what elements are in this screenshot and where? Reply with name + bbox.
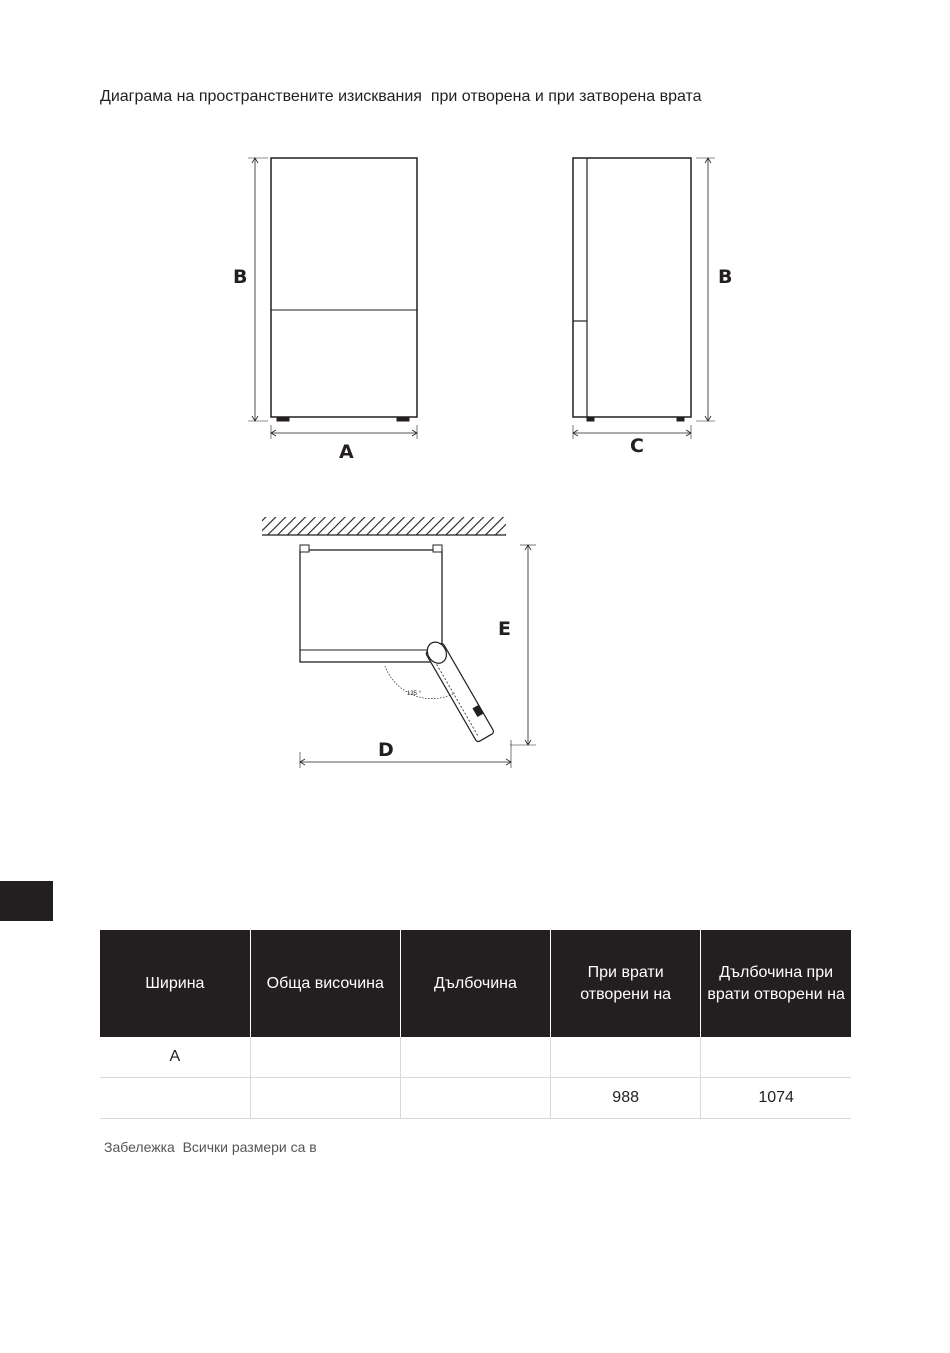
table-cell	[701, 1037, 851, 1078]
header-width: Ширина	[100, 930, 250, 1037]
front-body	[271, 158, 417, 417]
open-door	[423, 638, 495, 742]
page-heading: Диаграма на пространствените изисквания при отворена и при затворена врата	[100, 88, 702, 105]
front-foot-right	[397, 417, 409, 421]
header-depth: Дълбочина	[400, 930, 550, 1037]
table-cell	[100, 1078, 250, 1119]
header-depth-open-doors: Дълбочина при врати отворени на	[701, 930, 851, 1037]
side-foot-front	[587, 417, 594, 421]
top-view	[262, 517, 536, 768]
table-cell: 1074	[701, 1078, 851, 1119]
table-cell: 988	[551, 1078, 701, 1119]
label-door-angle: 135 °	[407, 691, 422, 697]
table-row	[100, 1078, 851, 1119]
label-front-height: B	[233, 266, 248, 288]
table-cell	[250, 1037, 400, 1078]
side-foot-back	[677, 417, 684, 421]
table-cell	[250, 1078, 400, 1119]
section-tab-marker	[0, 881, 53, 921]
side-view	[573, 158, 715, 439]
dimensions-note: Забележка Всички размери са в	[104, 1139, 317, 1155]
label-top-depth: E	[498, 618, 511, 640]
side-body	[573, 158, 691, 417]
label-top-width: D	[378, 739, 394, 761]
header-total-height: Обща височина	[250, 930, 400, 1037]
table-cell	[400, 1078, 550, 1119]
table-cell: A	[100, 1037, 250, 1078]
top-body	[300, 550, 442, 662]
label-front-width: A	[339, 441, 354, 463]
table-row	[100, 1037, 851, 1078]
label-side-depth: C	[630, 435, 644, 457]
label-side-height: B	[718, 266, 733, 288]
table-cell	[400, 1037, 550, 1078]
wall-hatching	[262, 517, 506, 535]
dimensions-table	[100, 930, 851, 1119]
table-cell	[551, 1037, 701, 1078]
front-foot-left	[277, 417, 289, 421]
header-open-doors: При врати отворени на	[551, 930, 701, 1037]
table-header-row	[100, 930, 851, 1037]
front-view	[248, 158, 417, 439]
